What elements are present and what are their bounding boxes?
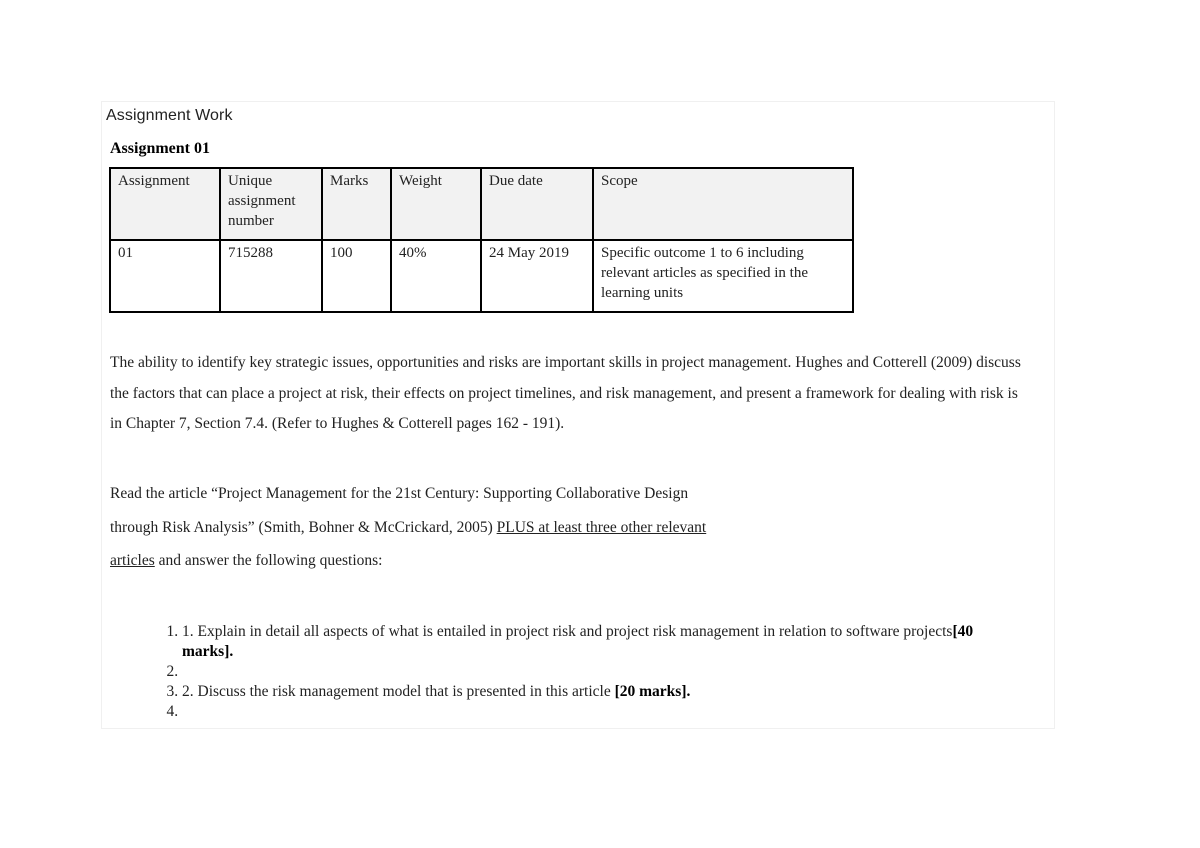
reading-line-3: and answer the following questions: [154,552,383,569]
question-text: 2. Discuss the risk management model that is presented in this article [182,683,615,700]
table-header-row [110,168,853,240]
cell-due-date: 24 May 2019 [481,240,593,312]
header-unique-number: Unique assignment number [220,168,322,240]
cell-assignment: 01 [110,240,220,312]
reading-paragraph [110,477,810,578]
question-text: 1. Explain in detail all aspects of what is entailed in project risk and project risk management in relation to software projects [182,623,953,640]
question-marks: [40 marks]. [182,623,974,660]
question-marks: [20 marks]. [614,683,691,700]
assignment-table [109,167,854,313]
header-scope: Scope [593,168,853,240]
reading-line-2: through Risk Analysis” (Smith, Bohner & McCrickard, 2005) [110,518,497,536]
document-title: Assignment Work [106,107,233,124]
reading-line-1: Read the article “Project Management for the 21st Century: Supporting Collaborative Design [110,485,689,502]
header-weight: Weight [391,168,481,240]
cell-weight: 40% [391,240,481,312]
table-row [110,240,853,312]
cell-marks: 100 [322,240,391,312]
reading-emphasis-cont: articles [110,552,155,569]
reading-emphasis: PLUS at least three other relevant [496,518,707,536]
list-item [182,622,1002,662]
cell-scope: Specific outcome 1 to 6 including relevant articles as specified in the learning units [593,240,853,312]
header-assignment: Assignment [110,168,220,240]
list-item [182,702,1002,722]
list-item [182,662,1002,682]
header-due-date: Due date [481,168,593,240]
list-item [182,682,1002,702]
section-title: Assignment 01 [110,140,211,157]
intro-paragraph: The ability to identify key strategic issues, opportunities and risks are important skills in project management. Hughes and Cotterell (2009) discuss the factors that can place a project at risk, their effects on project timelines, and risk management, and present a framework for dealing with risk is in Chapter 7, Section 7.4. (Refer to Hughes & Cotterell pages 162 - 191). [110,354,1021,432]
header-marks: Marks [322,168,391,240]
question-list [140,622,1002,722]
cell-unique-number: 715288 [220,240,322,312]
